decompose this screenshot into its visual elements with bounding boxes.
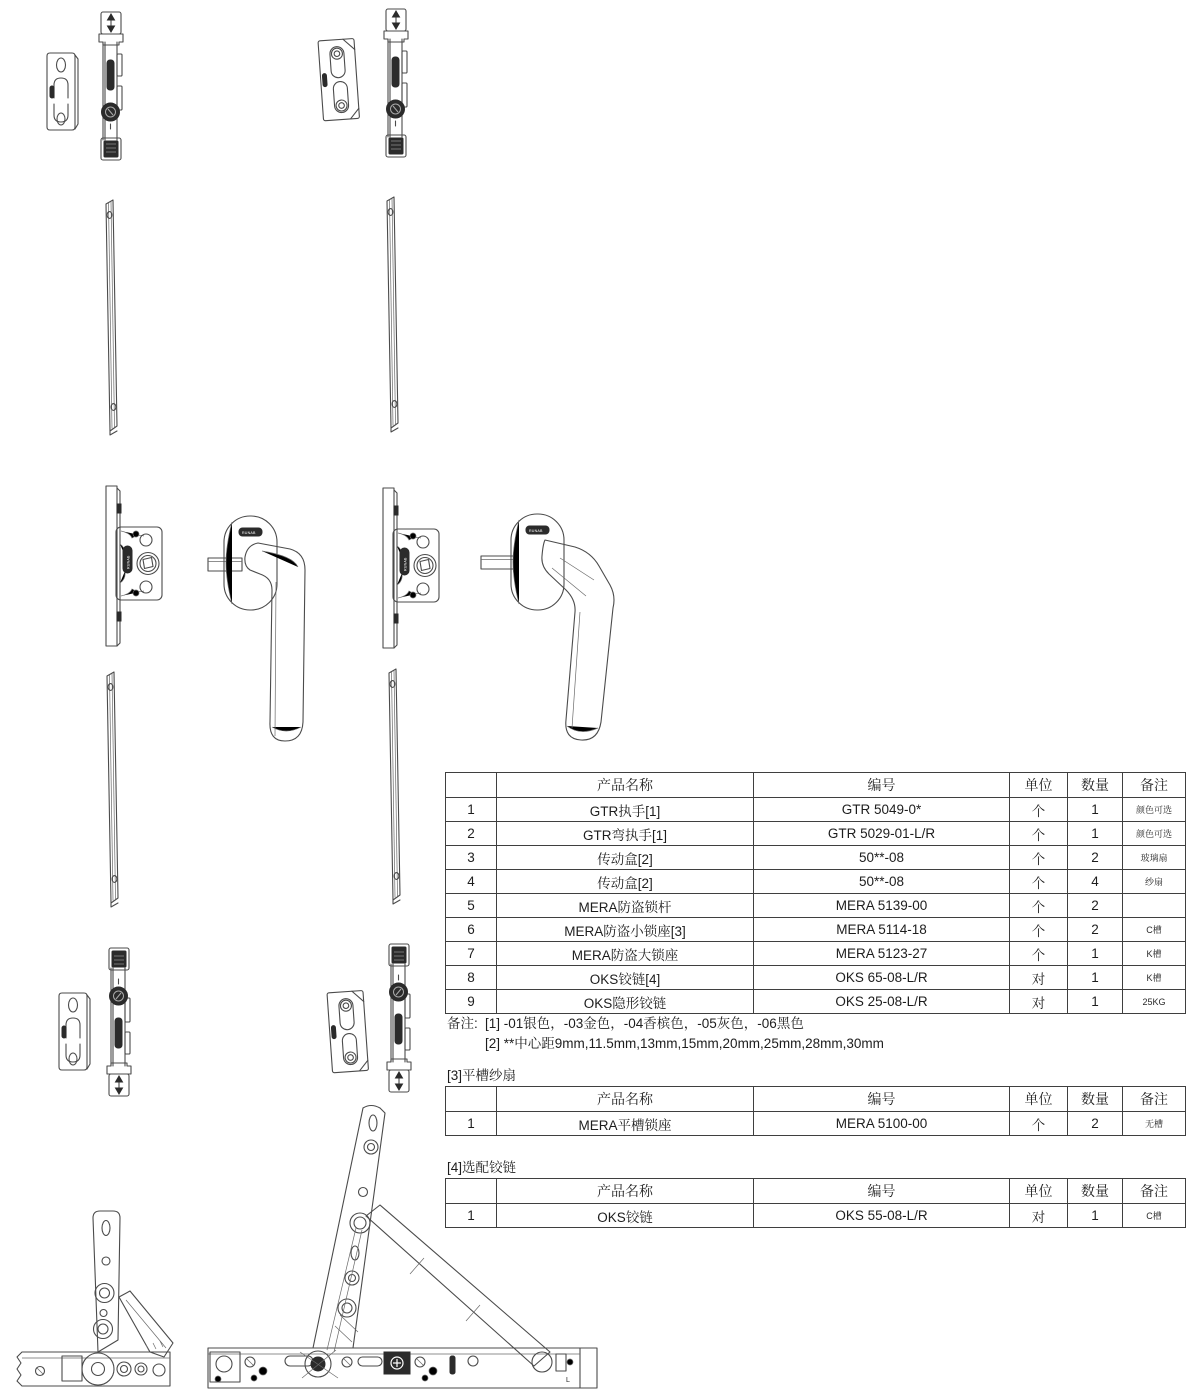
cell-name: MERA防盗大锁座 [497, 942, 754, 966]
cell-name: GTR执手[1] [497, 798, 754, 822]
handle-brand-label: RUNAB [242, 530, 256, 535]
cell-code: MERA 5123-27 [754, 942, 1010, 966]
cell-code: 50**-08 [754, 870, 1010, 894]
table-row [446, 942, 1186, 966]
header-code: 编号 [754, 1087, 1010, 1112]
header-unit: 单位 [1010, 1179, 1068, 1204]
table-row [446, 1112, 1186, 1136]
keeper-plate-drawing-1 [47, 53, 78, 130]
table-row [446, 894, 1186, 918]
cell-no: 8 [446, 966, 497, 990]
hinge-l-mark: L [566, 1377, 570, 1384]
cell-unit: 个 [1010, 894, 1068, 918]
cell-code: MERA 5114-18 [754, 918, 1010, 942]
notes-line2: [2] **中心距9mm,11.5mm,13mm,15mm,20mm,25mm,28mm,30mm [485, 1036, 884, 1051]
section-label-optional-hinge: [4]选配铰链 [447, 1160, 517, 1175]
cell-code: GTR 5049-0* [754, 798, 1010, 822]
cell-code: MERA 5100-00 [754, 1112, 1010, 1136]
header-no [446, 773, 497, 798]
cell-name: MERA防盗小锁座[3] [497, 918, 754, 942]
cell-unit: 个 [1010, 870, 1068, 894]
header-qty: 数量 [1068, 1087, 1123, 1112]
table-header-row [446, 1087, 1186, 1112]
cell-unit: 个 [1010, 942, 1068, 966]
header-unit: 单位 [1010, 1087, 1068, 1112]
cell-qty: 2 [1068, 1112, 1123, 1136]
espag-bar-drawing-1 [99, 12, 123, 160]
cell-remark: 颜色可选 [1123, 798, 1186, 822]
table-row [446, 798, 1186, 822]
table-row [446, 846, 1186, 870]
notes-prefix: 备注: [447, 1016, 478, 1031]
cell-name: MERA防盗锁杆 [497, 894, 754, 918]
espag-bar-drawing-3 [107, 948, 131, 1096]
cell-qty: 2 [1068, 846, 1123, 870]
notes-line1: [1] -01银色，-03金色，-04香槟色，-05灰色，-06黑色 [485, 1016, 804, 1031]
cell-remark: 玻璃扇 [1123, 846, 1186, 870]
espag-bar-drawing-4 [387, 944, 411, 1092]
cell-qty: 1 [1068, 990, 1123, 1014]
lock-rod-drawing-3 [107, 672, 118, 907]
keeper-plate-drawing-4 [327, 990, 368, 1072]
cell-remark: 纱扇 [1123, 870, 1186, 894]
header-name: 产品名称 [497, 773, 754, 798]
gtr-handle-drawing [208, 516, 305, 741]
cell-code: 50**-08 [754, 846, 1010, 870]
cell-code: OKS 65-08-L/R [754, 966, 1010, 990]
header-qty: 数量 [1068, 1179, 1123, 1204]
cell-name: MERA平槽锁座 [497, 1112, 754, 1136]
keeper-plate-drawing-2 [318, 38, 359, 120]
cell-qty: 1 [1068, 942, 1123, 966]
optional-hinge-table [445, 1178, 1186, 1228]
cell-no: 6 [446, 918, 497, 942]
header-no [446, 1179, 497, 1204]
cell-no: 9 [446, 990, 497, 1014]
lock-rod-drawing-4 [389, 669, 400, 904]
header-unit: 单位 [1010, 773, 1068, 798]
table-header-row [446, 773, 1186, 798]
cell-qty: 1 [1068, 1204, 1123, 1228]
cell-name: OKS铰链 [497, 1204, 754, 1228]
cell-no: 4 [446, 870, 497, 894]
cell-qty: 1 [1068, 798, 1123, 822]
header-qty: 数量 [1068, 773, 1123, 798]
cell-remark: 无槽 [1123, 1112, 1186, 1136]
header-remark: 备注 [1123, 1087, 1186, 1112]
cell-qty: 1 [1068, 822, 1123, 846]
espag-bar-drawing-2 [384, 9, 408, 157]
header-code: 编号 [754, 773, 1010, 798]
gtr-bent-handle-drawing [481, 514, 614, 740]
cell-unit: 个 [1010, 846, 1068, 870]
cell-qty: 1 [1068, 966, 1123, 990]
gearbox-drawing-2 [383, 488, 439, 648]
table-row [446, 1204, 1186, 1228]
cell-remark: K槽 [1123, 942, 1186, 966]
cell-unit: 个 [1010, 822, 1068, 846]
cell-no: 1 [446, 798, 497, 822]
cell-remark: K槽 [1123, 966, 1186, 990]
header-name: 产品名称 [497, 1087, 754, 1112]
cell-unit: 对 [1010, 990, 1068, 1014]
cell-remark [1123, 894, 1186, 918]
cell-no: 1 [446, 1112, 497, 1136]
table-row [446, 870, 1186, 894]
lock-rod-drawing-1 [106, 200, 117, 435]
header-remark: 备注 [1123, 773, 1186, 798]
technical-drawings: RUNAB RUNAB RUNAB L [0, 0, 1200, 1400]
table-row [446, 966, 1186, 990]
header-no [446, 1087, 497, 1112]
cell-name: 传动盒[2] [497, 846, 754, 870]
cell-no: 5 [446, 894, 497, 918]
header-remark: 备注 [1123, 1179, 1186, 1204]
bent-handle-brand-label: RUNAB [529, 528, 543, 533]
cell-name: OKS隐形铰链 [497, 990, 754, 1014]
header-code: 编号 [754, 1179, 1010, 1204]
cell-qty: 2 [1068, 894, 1123, 918]
cell-qty: 2 [1068, 918, 1123, 942]
cell-remark: 颜色可选 [1123, 822, 1186, 846]
cell-remark: C槽 [1123, 1204, 1186, 1228]
section-label-screen-sash: [3]平槽纱扇 [447, 1068, 517, 1083]
main-parts-table [445, 772, 1186, 1014]
cell-unit: 个 [1010, 798, 1068, 822]
cell-remark: 25KG [1123, 990, 1186, 1014]
cell-unit: 个 [1010, 1112, 1068, 1136]
cell-name: GTR弯执手[1] [497, 822, 754, 846]
friction-hinge-large-drawing [208, 1106, 597, 1389]
cell-qty: 4 [1068, 870, 1123, 894]
cell-code: OKS 55-08-L/R [754, 1204, 1010, 1228]
cell-no: 7 [446, 942, 497, 966]
gearbox-drawing-1 [106, 486, 162, 646]
table-row [446, 918, 1186, 942]
table-header-row [446, 1179, 1186, 1204]
notes-block [447, 1014, 884, 1054]
cell-no: 2 [446, 822, 497, 846]
screen-sash-table [445, 1086, 1186, 1136]
lock-rod-drawing-2 [387, 197, 398, 432]
cell-unit: 对 [1010, 1204, 1068, 1228]
cell-code: OKS 25-08-L/R [754, 990, 1010, 1014]
cell-remark: C槽 [1123, 918, 1186, 942]
table-row [446, 990, 1186, 1014]
cell-unit: 对 [1010, 966, 1068, 990]
cell-code: GTR 5029-01-L/R [754, 822, 1010, 846]
header-name: 产品名称 [497, 1179, 754, 1204]
cell-code: MERA 5139-00 [754, 894, 1010, 918]
cell-name: OKS铰链[4] [497, 966, 754, 990]
cell-no: 3 [446, 846, 497, 870]
table-row [446, 822, 1186, 846]
cell-unit: 个 [1010, 918, 1068, 942]
cell-name: 传动盒[2] [497, 870, 754, 894]
friction-hinge-small-drawing [17, 1211, 173, 1386]
cell-no: 1 [446, 1204, 497, 1228]
keeper-plate-drawing-3 [59, 993, 90, 1070]
